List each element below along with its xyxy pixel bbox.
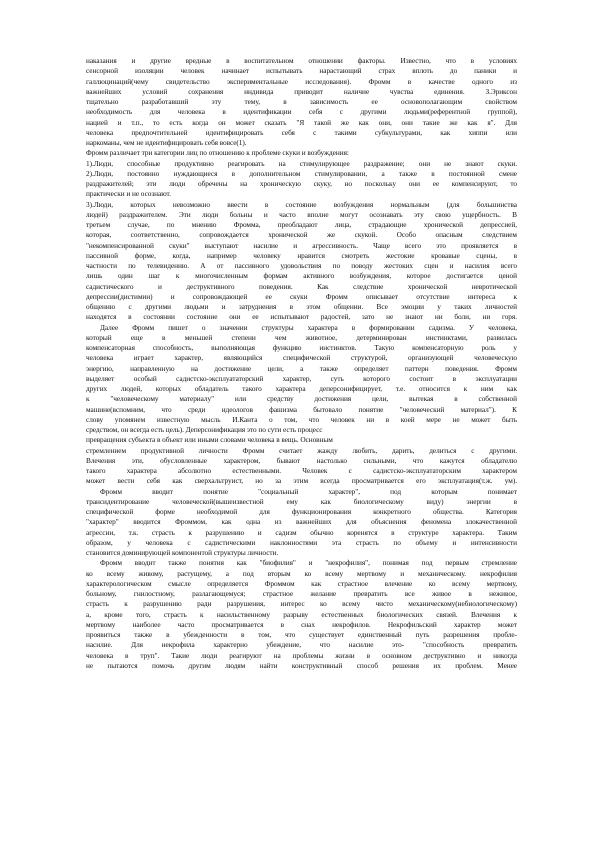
text-line: 2).Люди, постоянно нуждающиеся в дополнительном стимулировании, а также в постоянной смене [86,168,517,178]
text-line: раздражителей; эти люди обречены на хроническую скуку, но поскольку они ее компенсируют, то [86,179,517,188]
text-line: садистического и деструктивного поведения. Как следствие хронической невротической [86,281,517,291]
text-line: становится доминирующей компонентой структуры личности. [86,548,279,557]
text-line: трансидентирование человеческой(вышеизвестной ему как биологическому виду) энергии в [86,496,517,506]
text-line: частности по телевидению. А от пассивного удовольствия по поводу жестоких сцен и насилия всего [86,261,517,270]
text-line: характерологическом смысле определяется Фроммом как страстное влечение ко всему мертвому, [86,578,517,588]
text-line: который еще в меньшей степени чем животное, детерминирован инстинктами, развилась [86,332,517,342]
text-line: пассивной форме, когда, например человеку нравится смотреть жестокие кровавые сцены, в [86,250,517,260]
text-line: средством, он всегда есть цель). Деперсонификация это по сути есть процесс [86,425,323,434]
text-line: компенсаторная способность, выполняющая функцию инстинктов. Такую компенсаторную роль у [86,343,517,352]
text-line: агрессии, т.к. страсть к разрушению и садизм обычно коренятся в структуре характера. Таким [86,527,517,537]
text-line: галлюцинаций(чему свидетельство экспериментальные исследования). Фромм в качестве одного из [86,76,517,86]
text-line: насилие. Для некрофила характерно убеждение, что насилие это- "способность превратить [86,640,517,650]
text-line: "некомпенсированной скуки" выступают насилие и агрессивность. Чаще всего это проявляется в [86,240,517,250]
text-line: слову упомянем известную мысль И.Канта о том, что человек ни в коей мере не может быть [86,414,517,424]
text-line: к "человеческому материалу" или средству достижения цели, вытекая в собственной [86,394,517,404]
text-line: людей) раздражителем. Эти люди больны и часто вполне могут осознавать эту свою ущербность. В [86,209,517,219]
text-line: важнейших условий сохранения индивида приводит наличие чувства единения. З.Эриксон [86,86,517,96]
text-line: человека в труп". Такие люди реагируют на проблемы жизни в основном деструктивно и никогда [86,650,517,660]
text-line: наказания и другие вредные в воспитательном отношении факторы. Известно, что в условиях [86,56,517,65]
text-line: 3).Люди, которых невозможно ввести в состояние возбуждения нормальным (для большинства [86,199,517,209]
text-line: тщательно разработавший эту тему, в зависимость ее основополагающим свойством [86,97,517,106]
text-line: Далее Фромм пишет о значении структуры характера в формировании садизма. У человека, [100,322,517,332]
text-line: нацией и т.п., то есть когда он может сказать "Я такой же как они, они такие же как я". Для [86,117,517,127]
text-line: наркоманы, чем не идентифицировать себя вовсе(1). [86,138,247,147]
text-line: превращения субъекта в объект или иными словами человека в вещь. Основным [86,435,333,445]
text-line: находятся в состоянии состояние они ее испытывают радостей, зато не знают ни боли, ни горя. [86,312,517,322]
text-line: других людей, которых обладатель такого характера деперсонифицирует, т.е. относится к ним как [86,384,517,393]
text-line: ко всему живому, растущему, а под вторым ко всему мертвому и механическому. некрофилия [86,568,517,578]
text-line: 1).Люди, способные продуктивно реагировать на стимулирующее раздражение; они не знают скуки. [86,158,517,168]
text-line: мертвому наиболее часто просматривается в снах некрофилов. Некрофильский характер может [86,619,517,629]
text-line: Влечения эти, обусловленные характером, бывают настолько сильными, что кажутся обладателю [86,455,517,465]
text-line: депрессии(дистимии) и сопровождающей ее скуки Фромм описывает отсутствие интереса к [86,291,517,301]
text-line: специфической форме необходимой для функционирования конкретного общества. Категория [86,507,517,516]
text-line: общению с другими людьми и затруднения в этом общении. Все эмоции у таких личностей [86,302,517,311]
text-line: которая, соответственно, сопровождается хронической же скукой. Особо опасным следствием [86,230,517,240]
text-line: практически и не осознают. [86,189,171,199]
text-line: не пытаются помочь другим людям найти конструктивный способ решения их проблем. Менее [86,660,517,670]
text-line: проявиться также в убежденности в том, что существует единственный путь разрешения пробле- [86,630,517,639]
text-line: образом, у человека с садистическими наклонностями эта страсть по объему и интенсивности [86,537,517,547]
text-line: страсть к разрушению ради разрушения, интерес ко всему чисто механическому(небиологическому) [86,599,517,609]
text-line: может вести себя как сверхальтруист, но за этим всегда просматривается его эксплуатация(т.ж. ум). [86,476,517,486]
text-line: "характер" вводится Фроммом, как одна из важнейших для объяснения феномена злокачественной [86,517,517,527]
text-line: человека предпочтительней идентифицировать себя с такими субкультурами, как хиппи или [86,127,517,137]
text-line: Фромм различает три категории лиц по отношению к проблеме скуки и возбуждения: [86,148,349,158]
text-line: сенсорной изоляции человек начинает испытывать нарастающий страх вплоть до паники и [86,66,517,76]
text-line: необходимость для человека в идентификации себя с другими людьми(референтной группой), [86,107,517,117]
text-line: такого характера абсолютно естественными. Человек с садистско-эксплуататорским характером [86,466,517,475]
text-line: выделяет особый садистско-эксплуататорский характер, суть которого состоит в эксплуатации [86,373,517,383]
text-line: Фромм вводит понятие "социальный характер", под которым понимает [100,486,517,496]
text-line: человека играет характер, являющийся специфической структурой, организующей человеческую [86,353,517,363]
text-line: Фромм вводит также понятия как "биофилия" и "некрофилия", понимая под первым стремление [100,558,517,568]
text-line: машине(вспомним, что среди идеологов фашизма бытовало понятие "человеческий материал"). К [86,404,517,414]
text-line: а, кроме того, страсть к насильственному разрыву естественных биологических связей. Влечения к [86,609,517,619]
text-line: третьем случае, по мнению Фромма, преобладают лица, страдающие хронической депрессией, [86,220,517,229]
text-line: стремлением продуктивной личности Фромм считает жажду любить, дарить, делиться с другими. [86,445,517,455]
text-line: лишь один шаг к многочисленным формам активного возбуждения, которое достигается ценой [86,271,517,281]
text-line: больному, гнилостному, разлагающемуся; страстное желание превратить все живое в неживое, [86,589,517,598]
body-text [86,56,517,671]
text-line: энергию, направленную на достижение цели, а также определяет паттерн поведения. Фромм [86,363,517,373]
